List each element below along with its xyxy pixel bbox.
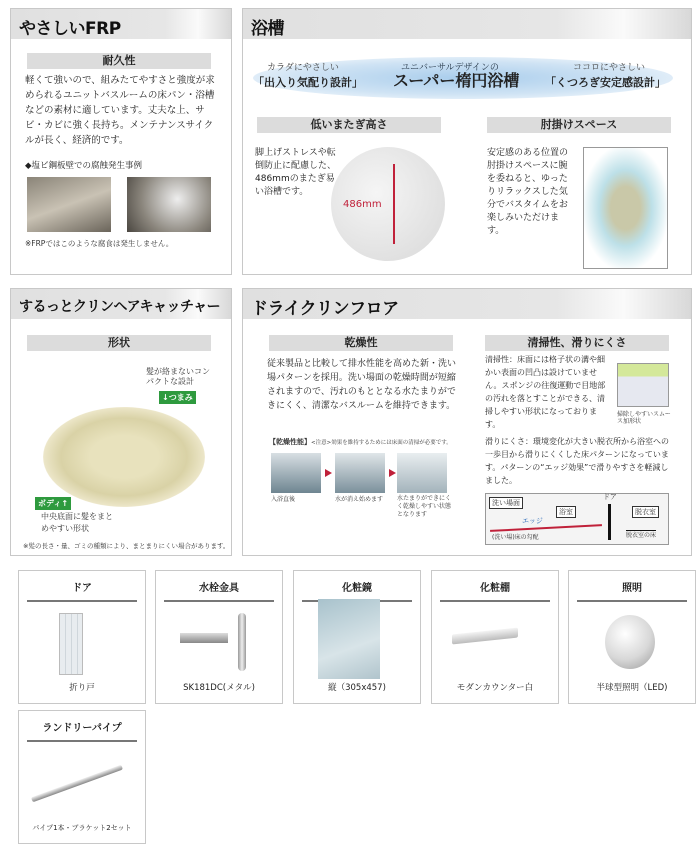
dry-step-3 (397, 453, 447, 493)
step-arrow (389, 469, 396, 477)
right-tagline-small: ココロにやさしい (573, 63, 646, 73)
item-caption: 折り戸 (69, 683, 95, 693)
diagram-label: 浴室 (556, 506, 576, 518)
dry-step-1 (271, 453, 321, 493)
panel-title: ドライクリンフロア (243, 289, 691, 319)
item-title: 照明 (622, 583, 642, 594)
item-title: ドア (72, 583, 92, 594)
hair-footnote: ※髪の長さ・量、ゴミの種類により、まとまりにくい場合があります。 (23, 542, 230, 550)
floor-slope-line (490, 524, 602, 532)
bathtub-panel (242, 8, 692, 275)
item-door (18, 570, 146, 704)
height-arrow (393, 164, 395, 244)
light-globe-image (605, 615, 655, 669)
body-note: 中央底面に髪をまとめやすい形状 (41, 512, 113, 533)
divider (164, 600, 274, 602)
subheading: 形状 (27, 335, 211, 351)
knob-tag: ↓つまみ (159, 391, 196, 404)
body-tag: ボディ↑ (35, 497, 71, 510)
item-title: ランドリーパイプ (42, 723, 122, 734)
item-title: 化粧鏡 (342, 583, 372, 594)
subheading: 清掃性、滑りにくさ (485, 335, 669, 351)
diagram-label: 脱衣室の床 (626, 532, 657, 539)
panel-title: するっとクリンヘアキャッチャー (11, 289, 231, 319)
smooth-surface-image (617, 363, 669, 407)
tub-person-illustration (583, 147, 668, 269)
item-caption: SK181DC(メタル) (183, 683, 255, 693)
item-faucet (155, 570, 283, 704)
item-caption: 縦（305x457) (328, 683, 386, 693)
dry-floor-panel (242, 288, 692, 556)
divider (440, 600, 550, 602)
item-caption: パイプ1本・ブラケット2セット (32, 824, 132, 832)
perf-line (269, 437, 452, 448)
item-title: 水栓金具 (199, 583, 239, 594)
hair-catcher-panel (10, 288, 232, 556)
diagram-label: ドア (603, 493, 617, 501)
perf-label: 【乾燥性能】 (269, 438, 311, 446)
laundry-pipe-image (31, 765, 123, 803)
right-tagline: 「くつろぎ安定感設計」 (545, 76, 666, 89)
panel-title: 浴槽 (243, 9, 691, 39)
corrosion-photo-1 (27, 177, 111, 232)
diagram-label: 脱衣室 (632, 506, 659, 518)
mirror-image (318, 599, 380, 679)
low-body: 脚上げストレスや転倒防止に配慮した、486mmのまたぎ易い浴槽です。 (255, 148, 337, 197)
elbow-body: 安定感のある位置の肘掛けスペースに腕を委ねると、ゆったりリラックスした気分でバスタイムをお楽しみいただけます。 (487, 148, 569, 236)
hair-catcher-image (43, 407, 205, 507)
frp-note: ※FRPではこのような腐食は発生しません。 (25, 239, 174, 248)
item-shelf (431, 570, 559, 704)
center-tagline-small: ユニバーサルデザインの (401, 63, 499, 73)
diagram-label: 洗い場面 (489, 497, 523, 509)
item-caption: モダンカウンター白 (456, 683, 534, 693)
faucet-image (180, 633, 228, 643)
divider (27, 740, 137, 742)
clean-body: 清掃性：床面には格子状の溝や細かい表面の凹凸は設けていません。スポンジの往復運動で目地部の汚れを落とすことができる、清掃しやすい形状になっております。 (485, 355, 606, 429)
surface-caption: 掃除しやすいスムース加形状 (617, 411, 671, 425)
center-tagline: スーパー楕円浴槽 (393, 71, 520, 90)
divider (577, 600, 687, 602)
step-caption: 水が消え始めます (335, 496, 384, 503)
shower-head-image (238, 613, 246, 671)
item-title: 化粧棚 (480, 583, 510, 594)
shelf-image (452, 628, 518, 645)
dry-body: 従来製品と比較して排水性能を高めた新・洗い場パターンを採用。洗い場面の乾燥時間が短縮されますので、汚れのもととなる水たまりができにくく、清潔なバスルームを維持できます。 (267, 359, 457, 411)
panel-title: やさしいFRP (11, 9, 231, 39)
item-caption: 半球型照明（LED) (596, 683, 668, 693)
left-tagline: 「出入り気配り設計」 (253, 76, 363, 89)
diagram-label: エッジ (522, 517, 543, 525)
folding-door-image (59, 613, 83, 675)
slip-body: 滑りにくさ：環境変化が大きい脱衣所から浴室への一歩目から滑りにくくした床パターンになっています。パターンの“エッジ効果”で滑りやすさを軽減しました。 (485, 437, 669, 485)
corrosion-photo-2 (127, 177, 211, 232)
step-arrow (325, 469, 332, 477)
frp-body: 軽くて強いので、組みたてやすさと強度が求められるユニットバスルームの床パン・浴槽などの素材に適しています。丈夫な上、サビ・カビに強く長持ち。メンテナンスサイクルが長く、経済的です。 (25, 75, 215, 146)
subheading: 低いまたぎ高さ (257, 117, 441, 133)
door-bar (608, 504, 611, 540)
item-light (568, 570, 696, 704)
edge-diagram (485, 493, 669, 545)
subheading: 耐久性 (27, 53, 211, 69)
step-caption: 水たまりができにくく乾燥しやすい状態となります (397, 495, 452, 518)
item-laundry-pipe (18, 710, 146, 844)
dry-step-2 (335, 453, 385, 493)
top-note: 髪が絡まないコンパクトな設計 (146, 367, 210, 386)
case-label: ◆塩ビ鋼板壁での腐蝕発生事例 (25, 161, 143, 171)
diagram-label: (洗い場)床の勾配 (492, 534, 539, 541)
left-tagline-small: カラダにやさしい (267, 63, 339, 73)
item-mirror (293, 570, 421, 704)
divider (27, 600, 137, 602)
height-value: 486mm (343, 199, 382, 210)
frp-panel (10, 8, 232, 275)
subheading: 乾燥性 (269, 335, 453, 351)
perf-note: <注意>効果を維持するためには床面の清掃が必要です。 (311, 440, 452, 446)
step-caption: 入浴直後 (271, 496, 296, 503)
subheading: 肘掛けスペース (487, 117, 671, 133)
